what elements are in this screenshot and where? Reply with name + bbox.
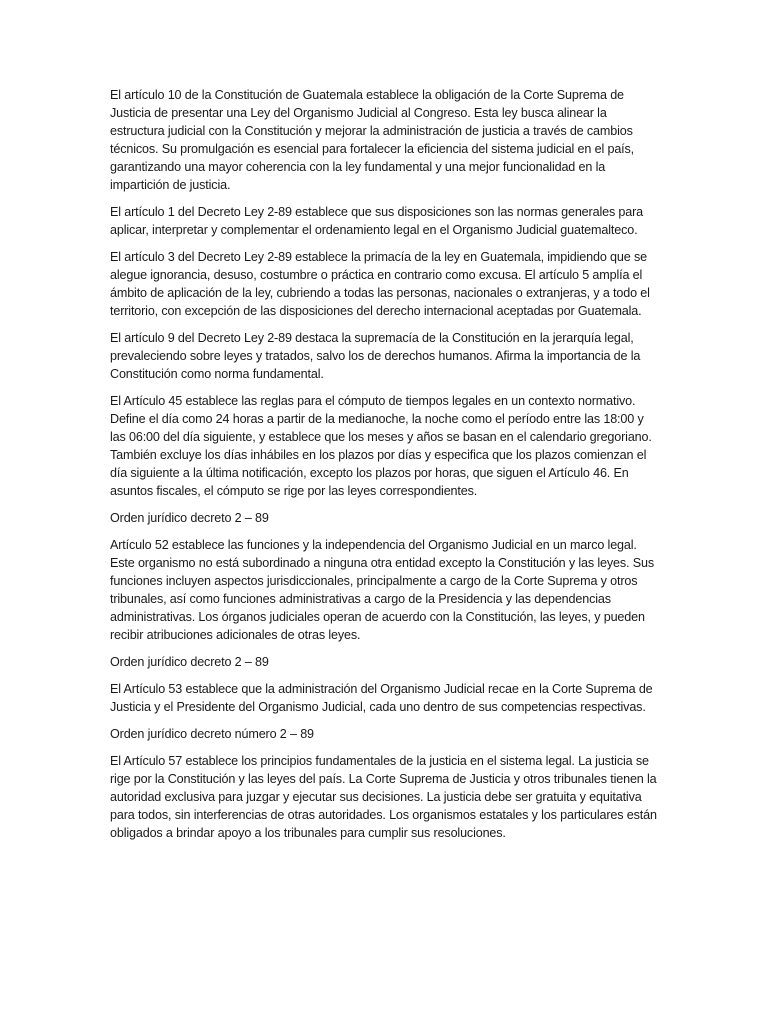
paragraph-articulo-10: El artículo 10 de la Constitución de Guatemala establece la obligación de la Corte Suprema de Justicia de presentar una Ley del Organismo Judicial al Congreso. Esta ley busca alinear la estructura judicial con la Constitución y mejorar la administración de justicia a través de cambios técnicos. Su promulgación es esencial para fortalecer la eficiencia del sistema judicial en el país, garantizando una mayor coherencia con la ley fundamental y una mejor funcionalidad en la impartición de justicia. (110, 88, 635, 192)
paragraph-articulo-53: El Artículo 53 establece que la administración del Organismo Judicial recae en la Corte Suprema de Justicia y el Presidente del Organismo Judicial, cada uno dentro de sus competencias respectivas. (110, 682, 653, 714)
section-heading-decreto-2-89: Orden jurídico decreto 2 – 89 (110, 511, 269, 525)
paragraph-articulo-45: El Artículo 45 establece las reglas para el cómputo de tiempos legales en un contexto normativo. Define el día como 24 horas a partir de la medianoche, la noche como el período entre las 18:00 y las 06:00 del día siguiente, y establece que los meses y años se basan en el calendario gregoriano. También excluye los días inhábiles en los plazos por días y especifica que los plazos comienzan el día siguiente a la última notificación, excepto los plazos por horas, que siguen el Artículo 46. En asuntos fiscales, el cómputo se rige por las leyes correspondientes. (110, 394, 652, 498)
paragraph-articulo-52: Artículo 52 establece las funciones y la independencia del Organismo Judicial en un marco legal. Este organismo no está subordinado a ninguna otra entidad excepto la Constitución y las leyes. Sus funciones incluyen aspectos jurisdiccionales, principalmente a cargo de la Corte Suprema y otros tribunales, así como funciones administrativas a cargo de la Presidencia y las dependencias administrativas. Los órganos judiciales operan de acuerdo con la Constitución, las leyes, y pueden recibir atribuciones adicionales de otras leyes. (110, 538, 654, 642)
section-heading-decreto-numero-2-89: Orden jurídico decreto número 2 – 89 (110, 727, 314, 741)
paragraph-articulo-9: El artículo 9 del Decreto Ley 2-89 destaca la supremacía de la Constitución en la jerarquía legal, prevaleciendo sobre leyes y tratados, salvo los de derechos humanos. Afirma la importancia de la Constitución como norma fundamental. (110, 331, 641, 381)
document-page (110, 86, 660, 851)
paragraph-articulo-3-5: El artículo 3 del Decreto Ley 2-89 establece la primacía de la ley en Guatemala, impidiendo que se alegue ignorancia, desuso, costumbre o práctica en contrario como excusa. El artículo 5 amplía el ámbito de aplicación de la ley, cubriendo a todas las personas, nacionales o extranjeras, y a todo el territorio, con excepción de las disposiciones del derecho internacional aceptadas por Guatemala. (110, 250, 650, 318)
section-heading-decreto-2-89-second: Orden jurídico decreto 2 – 89 (110, 655, 269, 669)
paragraph-articulo-1: El artículo 1 del Decreto Ley 2-89 establece que sus disposiciones son las normas generales para aplicar, interpretar y complementar el ordenamiento legal en el Organismo Judicial guatemalteco. (110, 205, 644, 237)
paragraph-articulo-57: El Artículo 57 establece los principios fundamentales de la justicia en el sistema legal. La justicia se rige por la Constitución y las leyes del país. La Corte Suprema de Justicia y otros tribunales tienen la autoridad exclusiva para juzgar y ejecutar sus decisiones. La justicia debe ser gratuita y equitativa para todos, sin interferencias de otras autoridades. Los organismos estatales y los particulares están obligados a brindar apoyo a los tribunales para cumplir sus resoluciones. (110, 754, 657, 840)
